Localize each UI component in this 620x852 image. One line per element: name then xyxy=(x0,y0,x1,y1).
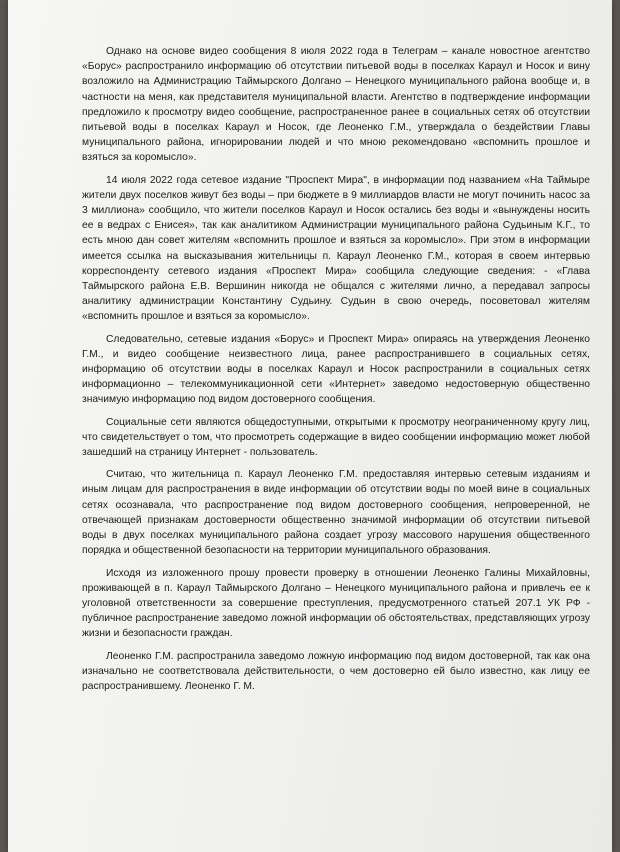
document-body xyxy=(82,44,590,694)
paragraph-4: Социальные сети являются общедоступными, открытыми к просмотру неограниченному кругу лиц, что свидетельствует о том, что просмотреть содержащие в видео сообщении информацию может любой зашедший на страницу Интернет - пользователь. xyxy=(82,416,590,459)
paragraph-7: Леоненко Г.М. распространила заведомо ложную информацию под видом достоверной, так как она изначально не соответствовала действительности, о чем достоверно ей было известно, как лицу ее распространившему. Леоненко Г. М. xyxy=(82,650,590,692)
paragraph-1: Однако на основе видео сообщения 8 июля 2022 года в Телеграм – канале новостное агентство «Борус» распространило информацию об отсутствии питьевой воды в поселках Караул и Носок и вину возложило на Администрацию Таймырского Долгано – Ненецкого муниципального района вообще и, в частности на меня, как представителя муниципальной власти. Агентство в подтверждение информации предложило к просмотру видео сообщение, распространенное ранее в социальных сетях об отсутствии питьевой воды в поселках Караул и Носок, где Леоненко Г.М., утверждала о бездействии Главы муниципального района, игнорировании людей и что мною рекомендовано «вспомнить прошлое и взяться за коромысло». xyxy=(82,46,590,164)
paragraph-2: 14 июля 2022 года сетевое издание "Проспект Мира", в информации под названием «На Таймыре жители двух поселков живут без воды – при бюджете в 9 миллиардов власти не могут починить насос за 3 миллиона» сообщило, что жители поселков Караул и Носок остались без воды и «вынуждены носить ее в ведрах с Енисея», так как аналитиком Администрации муниципального района Судьиным К.Г., то есть мною дан совет жителям «вспомнить прошлое и взяться за коромысло». При этом в информации имеется ссылка на высказывания жительницы п. Караул Леоненко Г.М., которая в своем интервью корреспонденту сетевого издания «Проспект Мира» сообщила следующие сведения: - «Глава Таймырского района Е.В. Вершинин никогда не общался с жителями лично, а передавал запросы аналитику администрации Константину Судьину. Судьин в свою очередь, посоветовал жителям «вспомнить прошлое и взяться за коромысло». xyxy=(82,174,590,323)
paragraph-5: Считаю, что жительница п. Караул Леоненко Г.М. предоставляя интервью сетевым изданиям и иным лицам для распространения в виде информации об отсутствии воды по моей вине в социальных сетях осознавала, что распространение под видом достоверного сообщения, непроверенной, не отвечающей признакам достоверности общественно значимой информации об отсутствии питьевой воды в двух поселках муниципального района создает угрозу массового нарушения общественного порядка и общественной безопасности на территории муниципального образования. xyxy=(82,469,590,557)
document-page xyxy=(8,0,612,852)
paragraph-6: Исходя из изложенного прошу провести проверку в отношении Леоненко Галины Михайловны, проживающей в п. Караул Таймырского Долгано – Ненецкого муниципального района и привлечь ее к уголовной ответственности за совершение преступления, предусмотренного статьей 207.1 УК РФ - публичное распространение заведомо ложной информации об обстоятельствах, представляющих угрозу жизни и безопасности граждан. xyxy=(82,567,590,640)
paragraph-3: Следовательно, сетевые издания «Борус» и Проспект Мира» опираясь на утверждения Леоненко Г.М., и видео сообщение неизвестного лица, ранее распространившего в социальных сетях, информацию об отсутствии воды в поселках Караул и Носок распространили в социальных сетях информационно – телекоммуникационной сети «Интернет» заведомо недостоверную общественно значимую информацию под видом достоверного сообщения. xyxy=(82,333,590,406)
